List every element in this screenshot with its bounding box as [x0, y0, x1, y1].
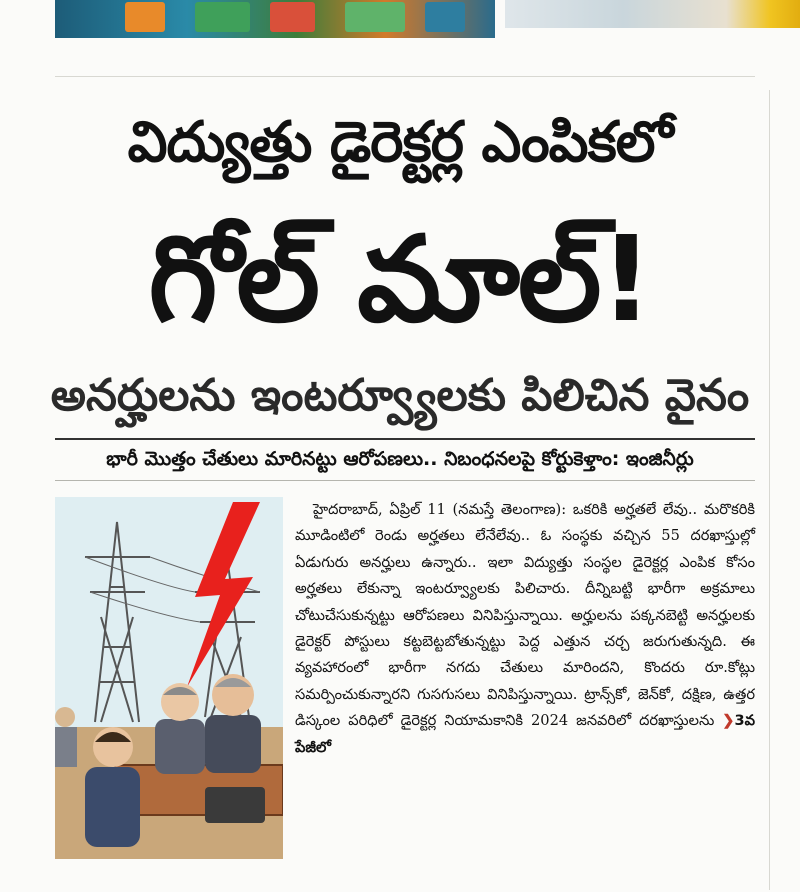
subheadline: అనర్హులను ఇంటర్వ్యూలకు పిలిచిన వైనం [50, 370, 750, 421]
main-headline: గోల్ మాల్! [148, 210, 652, 348]
deck-rule-top [55, 438, 755, 440]
article-illustration [55, 497, 283, 859]
top-left-photo [55, 0, 495, 38]
continued-on-page[interactable]: 3వ పేజీలో [295, 712, 755, 756]
top-divider [55, 76, 755, 77]
deck-rule-bottom [55, 480, 755, 481]
deck-line: భారీ మొత్తం చేతులు మారినట్టు ఆరోపణలు.. నిబంధనలపై కోర్టుకెళ్తాం: ఇంజినీర్లు [106, 448, 694, 470]
column-divider [769, 90, 770, 890]
body-paragraph: హైదరాబాద్, ఏప్రిల్ 11 (నమస్తే తెలంగాణ): ఒకరికి అర్హతలే లేవు.. మరొకరికి మూడింటిలో రెండు అర్హతలు లేనేలేవు.. ఓ సంస్థకు వచ్చిన 55 దరఖాస్తుల్లో ఏడుగురు అనర్హులు ఉన్నారు.. ఇలా విద్యుత్తు సంస్థల డైరెక్టర్ల ఎంపిక కోసం అర్హతలు లేకున్నా ఇంటర్వ్యూలకు పిలిచారు. దీన్నిబట్టి భారీగా అక్రమాలు చోటుచేసుకున్నట్టు ఆరోపణలు వినిపిస్తున్నాయి. అర్హులను పక్కనబెట్టి అనర్హులకు డైరెక్టర్ పోస్టులు కట్టబెట్టబోతున్నట్టు పెద్ద ఎత్తున చర్చ జరుగుతున్నది. ఈ వ్యవహారంలో భారీగా నగదు చేతులు మారిందని, కొందరు రూ.కోట్లు సమర్పించుకున్నారని గుసగుసలు వినిపిస్తున్నాయి. ట్రాన్స్‌కో, జెన్‌కో, దక్షిణ, ఉత్తర డిస్కంల పరిధిలో డైరెక్టర్ల నియామకానికి 2024 జనవరిలో దరఖాస్తులను [295, 501, 755, 730]
interviewee [85, 727, 140, 847]
article-body [295, 497, 755, 761]
panel-member-2 [205, 674, 261, 773]
chevron-right-icon: ❯ [722, 712, 735, 730]
top-image-strip [0, 0, 800, 42]
panel-member-1 [155, 683, 205, 774]
kicker-headline: విద్యుత్తు డైరెక్టర్ల ఎంపికలో [127, 110, 673, 175]
top-right-photo [505, 0, 800, 28]
